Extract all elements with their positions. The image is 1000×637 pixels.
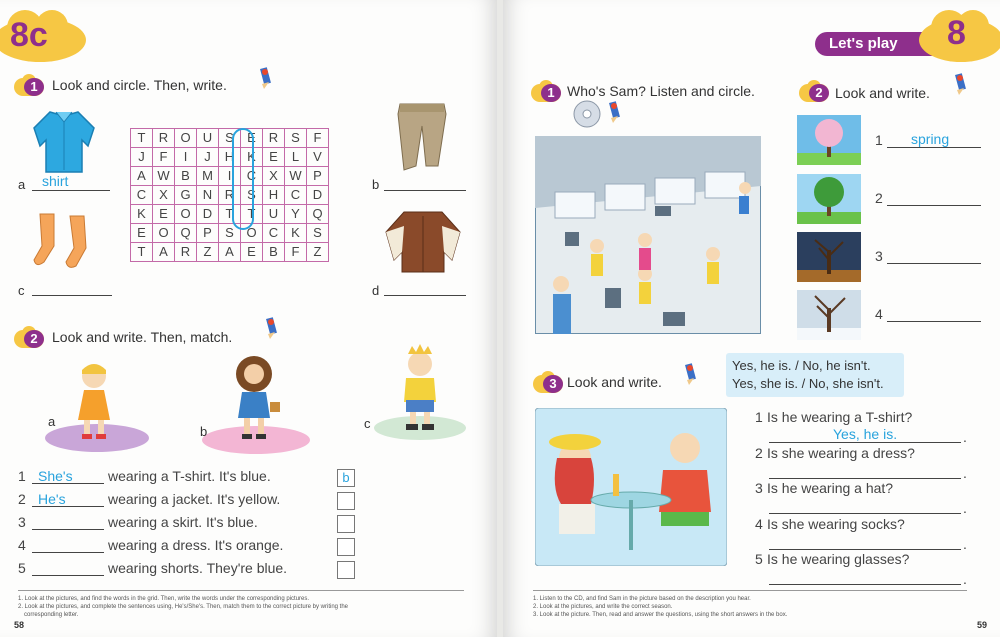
tree-spring-picture [797, 115, 861, 165]
grid-cell[interactable]: F [153, 148, 175, 167]
pencil-icon [681, 362, 699, 386]
tree-summer-picture [797, 174, 861, 224]
grid-cell[interactable]: O [241, 224, 263, 243]
sentence-number: 4 [18, 537, 26, 553]
grid-cell[interactable]: H [263, 186, 285, 205]
season-item-number: 4 [875, 306, 883, 322]
grid-cell[interactable]: D [307, 186, 329, 205]
grid-cell[interactable]: A [153, 243, 175, 262]
grid-cell[interactable]: R [219, 186, 241, 205]
season-answer-line[interactable] [887, 306, 981, 322]
grid-cell[interactable]: O [175, 205, 197, 224]
airport-scene-picture [535, 136, 761, 334]
grid-row [131, 148, 329, 167]
exercise-1-number: 1 [14, 76, 44, 98]
grid-row [131, 186, 329, 205]
season-answer: spring [911, 131, 950, 147]
sentence-answer-line[interactable] [32, 560, 104, 576]
footnote-1: 1. Listen to the CD, and find Sam in the picture based on the description you hear. [533, 596, 751, 602]
sentence-number: 5 [18, 560, 26, 576]
word-search-grid [130, 128, 329, 262]
grid-cell[interactable]: K [285, 224, 307, 243]
question-full-stop: . [963, 571, 967, 587]
grid-cell[interactable]: Q [307, 205, 329, 224]
sentence-answer-line[interactable] [32, 491, 104, 507]
child-c-picture [370, 344, 470, 444]
pencil-icon [262, 316, 280, 340]
grid-cell[interactable]: K [241, 148, 263, 167]
match-box[interactable] [337, 561, 355, 579]
sentence-text: wearing a T-shirt. It's blue. [108, 468, 271, 484]
sentence-number: 2 [18, 491, 26, 507]
question-full-stop: . [963, 429, 967, 445]
grid-cell[interactable]: V [307, 148, 329, 167]
hint-line-1: Yes, he is. / No, he isn't. [732, 358, 871, 373]
child-b-picture [196, 352, 312, 456]
question-answer-line[interactable] [769, 427, 961, 443]
sentence-number: 1 [18, 468, 26, 484]
answer-line-c[interactable] [32, 280, 112, 296]
grid-cell[interactable]: E [153, 205, 175, 224]
footnote-2: 2. Look at the pictures, and write the correct season. [533, 604, 673, 610]
match-box[interactable] [337, 538, 355, 556]
grid-cell[interactable]: A [131, 167, 153, 186]
footnote-3: corresponding letter. [24, 612, 79, 618]
footnote-1: 1. Look at the pictures, and find the words in the grid. Then, write the words under the corresponding pictures. [18, 596, 310, 602]
child-a-picture [42, 358, 152, 454]
grid-cell[interactable]: T [131, 243, 153, 262]
grid-cell[interactable]: E [131, 224, 153, 243]
grid-cell[interactable]: X [263, 167, 285, 186]
left-page [0, 0, 497, 637]
sentence-text: wearing a jacket. It's yellow. [108, 491, 281, 507]
grid-cell[interactable]: C [131, 186, 153, 205]
unit-label: 8c [10, 16, 48, 54]
answer-line-a[interactable] [32, 175, 110, 191]
season-item-number: 2 [875, 190, 883, 206]
match-box[interactable]: b [337, 469, 355, 487]
grid-cell[interactable]: O [175, 129, 197, 148]
grid-cell[interactable]: P [197, 224, 219, 243]
sentence-number: 3 [18, 514, 26, 530]
sentence-answer-line[interactable] [32, 514, 104, 530]
grid-cell[interactable]: X [153, 186, 175, 205]
grid-cell[interactable]: E [263, 148, 285, 167]
right-page [503, 0, 1000, 637]
short-answers-box [726, 353, 904, 397]
question-text: Is he wearing glasses? [767, 551, 910, 567]
grid-cell[interactable]: R [153, 129, 175, 148]
grid-cell[interactable]: T [219, 205, 241, 224]
grid-cell[interactable]: N [197, 186, 219, 205]
jacket-picture [382, 208, 464, 274]
question-text: Is she wearing a dress? [767, 444, 915, 461]
grid-cell[interactable]: A [219, 243, 241, 262]
grid-cell[interactable]: R [263, 129, 285, 148]
question-answer-line[interactable] [769, 498, 961, 514]
answer-line-d[interactable] [384, 280, 466, 296]
grid-cell[interactable]: J [131, 148, 153, 167]
unit-cloud-badge [0, 6, 90, 66]
exercise-2-number: 2 [14, 328, 44, 350]
shirt-picture [30, 106, 98, 174]
sentence-text: wearing a dress. It's orange. [108, 537, 284, 553]
sentence-answer-line[interactable] [32, 537, 104, 553]
sentence-text: wearing shorts. They're blue. [108, 560, 288, 576]
grid-cell[interactable]: C [241, 167, 263, 186]
grid-cell[interactable]: I [175, 148, 197, 167]
footnote-2: 2. Look at the pictures, and complete the sentences using, He's/She's. Then, match them to the correct picture by writing the [18, 604, 349, 610]
trousers-picture [388, 100, 460, 172]
unit-number-cloud [915, 6, 1000, 66]
question-answer-line[interactable] [769, 534, 961, 550]
question-text: Is he wearing a hat? [767, 480, 894, 496]
question-full-stop: . [963, 464, 967, 481]
grid-cell[interactable]: U [263, 205, 285, 224]
grid-cell[interactable]: W [285, 167, 307, 186]
letter-d: d [372, 283, 380, 298]
season-item-number: 3 [875, 248, 883, 264]
grid-cell[interactable]: U [197, 129, 219, 148]
cd-icon [573, 100, 601, 128]
exercise-2-number: 2 [799, 82, 829, 104]
exercise-1-instruction: Who's Sam? Listen and circle. [567, 83, 755, 99]
grid-cell[interactable]: F [285, 243, 307, 262]
season-item-number: 1 [875, 132, 883, 148]
question-text: Is she wearing socks? [767, 515, 905, 532]
letter-c: c [18, 283, 25, 298]
exercise-1-number: 1 [531, 82, 561, 104]
footer-rule [533, 590, 967, 591]
sentence-answer-line[interactable] [32, 468, 104, 484]
pencil-icon [605, 100, 623, 124]
grid-cell[interactable]: D [197, 205, 219, 224]
sentence-answer: He's [38, 491, 66, 507]
letter-a: a [18, 177, 26, 192]
footer-rule [18, 590, 464, 591]
grid-cell[interactable]: Q [175, 224, 197, 243]
pencil-icon [256, 66, 274, 90]
grid-cell[interactable]: B [175, 167, 197, 186]
answer-a: shirt [42, 173, 69, 189]
answer-line-b[interactable] [384, 175, 466, 191]
grid-cell[interactable]: L [285, 148, 307, 167]
grid-cell[interactable]: O [153, 224, 175, 243]
page-number-right: 59 [977, 620, 988, 630]
footnote-3: 3. Look at the picture. Then, read and answer the questions, using the short answers in the box. [533, 612, 788, 618]
grid-cell[interactable]: E [241, 129, 263, 148]
grid-row [131, 167, 329, 186]
grid-cell[interactable]: G [175, 186, 197, 205]
exercise-1-instruction: Look and circle. Then, write. [52, 77, 227, 93]
grid-cell[interactable]: R [175, 243, 197, 262]
season-answer-line[interactable] [887, 132, 981, 148]
grid-cell[interactable]: Y [285, 205, 307, 224]
grid-cell[interactable]: B [263, 243, 285, 262]
grid-row [131, 243, 329, 262]
season-answer-line[interactable] [887, 190, 981, 206]
grid-row [131, 205, 329, 224]
picture-letter-b: b [200, 424, 208, 439]
hint-line-2: Yes, she is. / No, she isn't. [732, 376, 884, 391]
sentence-answer: She's [38, 468, 73, 484]
question-answer-line[interactable] [769, 569, 961, 585]
sentence-text: wearing a skirt. It's blue. [108, 514, 258, 530]
banner-label: Let's play [829, 35, 898, 52]
grid-row [131, 129, 329, 148]
grid-cell[interactable]: T [131, 129, 153, 148]
picture-letter-a: a [48, 414, 56, 429]
grid-row [131, 224, 329, 243]
grid-cell[interactable]: H [219, 148, 241, 167]
grid-cell[interactable]: S [285, 129, 307, 148]
question-number: 5 [755, 551, 763, 567]
circled-word-shirt [232, 128, 254, 230]
question-answer: Yes, he is. [833, 426, 898, 442]
question-text: Is he wearing a T-shirt? [767, 409, 913, 425]
unit-number: 8 [947, 14, 966, 52]
grid-cell[interactable]: Z [197, 243, 219, 262]
tree-winter-picture [797, 290, 861, 340]
grid-cell[interactable]: P [307, 167, 329, 186]
question-full-stop: . [963, 535, 967, 552]
exercise-3-number: 3 [533, 373, 563, 395]
grid-cell[interactable]: S [307, 224, 329, 243]
question-number: 4 [755, 515, 763, 532]
grid-cell[interactable]: J [197, 148, 219, 167]
pencil-icon [951, 72, 969, 96]
grid-cell[interactable]: W [153, 167, 175, 186]
question-number: 2 [755, 444, 763, 461]
grid-cell[interactable]: T [241, 205, 263, 224]
letter-b: b [372, 177, 380, 192]
exercise-3-instruction: Look and write. [567, 374, 662, 390]
grid-cell[interactable]: K [131, 205, 153, 224]
exercise-2-instruction: Look and write. Then, match. [52, 329, 233, 345]
grid-cell[interactable]: Z [307, 243, 329, 262]
season-answer-line[interactable] [887, 248, 981, 264]
question-number: 1 [755, 409, 763, 425]
grid-cell[interactable]: S [241, 186, 263, 205]
picture-letter-c: c [364, 416, 371, 431]
grid-cell[interactable]: I [219, 167, 241, 186]
grid-cell[interactable]: S [219, 224, 241, 243]
grid-cell[interactable]: C [285, 186, 307, 205]
grid-cell[interactable]: S [219, 129, 241, 148]
exercise-2-instruction: Look and write. [835, 85, 930, 101]
page-number-left: 58 [14, 620, 25, 630]
grid-cell[interactable]: F [307, 129, 329, 148]
tree-autumn-picture [797, 232, 861, 282]
question-answer-line[interactable] [769, 463, 961, 479]
grid-cell[interactable]: E [241, 243, 263, 262]
question-number: 3 [755, 480, 763, 496]
grid-cell[interactable]: C [263, 224, 285, 243]
match-box[interactable] [337, 492, 355, 510]
question-full-stop: . [963, 500, 967, 516]
cafe-scene-picture [535, 408, 727, 566]
match-box[interactable] [337, 515, 355, 533]
socks-picture [30, 210, 102, 272]
grid-cell[interactable]: M [197, 167, 219, 186]
